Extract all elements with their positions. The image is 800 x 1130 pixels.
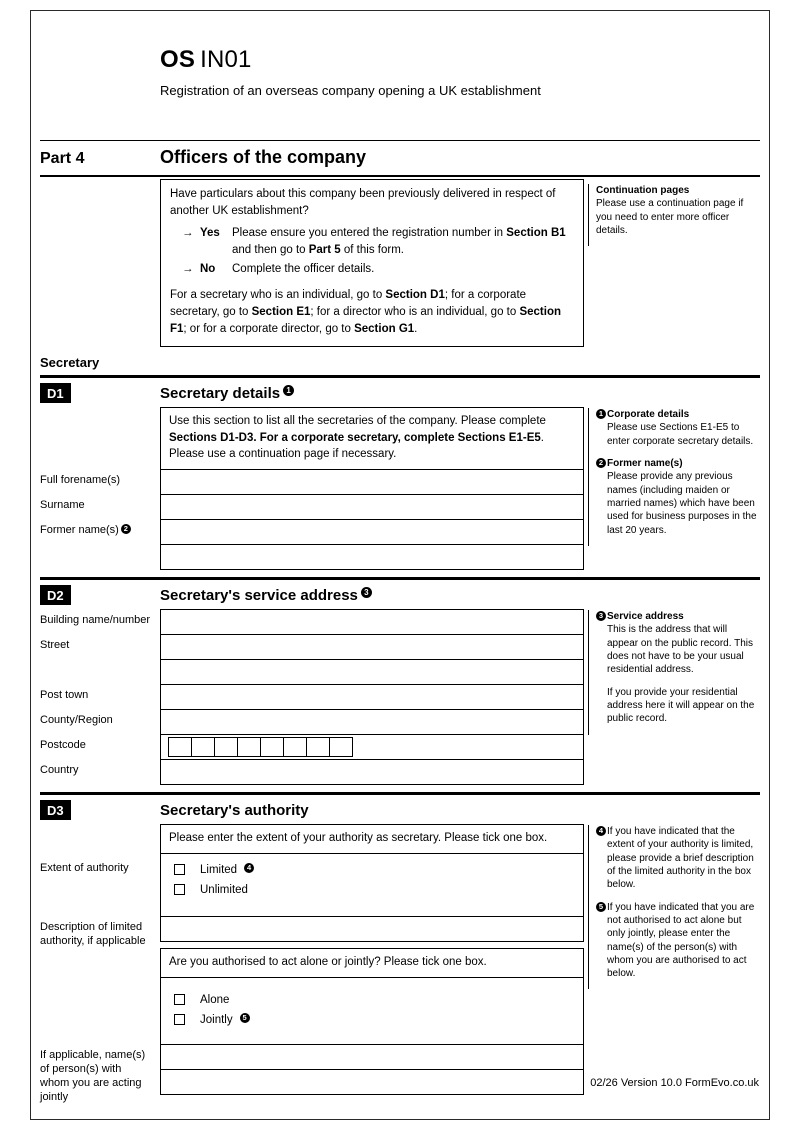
section-d1-title bbox=[160, 385, 294, 402]
service-address-note-text-2: If you provide your residential address here it will appear on the public record. bbox=[607, 686, 755, 725]
country-label: Country bbox=[40, 764, 79, 777]
form-code bbox=[160, 46, 760, 74]
d1-side-notes bbox=[588, 408, 760, 546]
jointly-checkbox[interactable] bbox=[174, 1014, 185, 1025]
building-label: Building name/number bbox=[40, 614, 151, 627]
option-yes-label: Yes bbox=[200, 227, 220, 240]
county-input[interactable] bbox=[160, 709, 584, 735]
part4-title: Officers of the company bbox=[160, 147, 367, 167]
part4-heading-row bbox=[40, 141, 760, 175]
section-d3 bbox=[40, 795, 760, 1104]
continuation-note-title: Continuation pages bbox=[596, 185, 690, 196]
building-input[interactable] bbox=[160, 609, 584, 635]
section-d2 bbox=[40, 580, 760, 784]
intro-box bbox=[160, 179, 584, 347]
intro-question: Have particulars about this company been previously delivered in respect of another UK establishment? bbox=[170, 188, 556, 218]
section-d2-title bbox=[160, 587, 372, 604]
limited-checkbox[interactable] bbox=[174, 864, 185, 875]
extent-instruction: Please enter the extent of your authority as secretary. Please tick one box. bbox=[160, 824, 584, 854]
forename-input[interactable] bbox=[160, 469, 584, 495]
former-names-note-title: Former name(s) bbox=[607, 458, 683, 470]
joint-names-input-2[interactable] bbox=[160, 1069, 584, 1095]
postcode-row bbox=[40, 734, 760, 759]
joint-names-inputs bbox=[160, 1044, 584, 1094]
service-address-note-title: Service address bbox=[607, 611, 684, 623]
section-d1 bbox=[40, 378, 760, 569]
postcode-cell-6[interactable] bbox=[283, 737, 307, 757]
section-d2-tag: D2 bbox=[40, 585, 71, 605]
footer-version-text: 02/26 Version 10.0 FormEvo.co.uk bbox=[590, 1077, 759, 1089]
forename-label: Full forename(s) bbox=[40, 474, 121, 487]
former-name-label-text: Former name(s) bbox=[40, 524, 119, 537]
section-d2-header bbox=[40, 580, 760, 609]
postcode-cell-2[interactable] bbox=[191, 737, 215, 757]
part4-divider bbox=[40, 175, 760, 177]
secretary-heading: Secretary bbox=[40, 355, 100, 371]
note-ref-2-icon: 2 bbox=[121, 524, 131, 534]
section-d3-tag: D3 bbox=[40, 800, 71, 820]
arrow-right-icon: → bbox=[182, 227, 194, 240]
option-no-label: No bbox=[200, 263, 216, 276]
service-address-note-text-1: This is the address that will appear on the public record. This does not have to be your usual residential address. bbox=[607, 624, 754, 676]
limited-authority-note-text: If you have indicated that the extent of your authority is limited, please provide a brief description of the limited authority in the box below. bbox=[607, 826, 754, 891]
alone-checkbox[interactable] bbox=[174, 994, 185, 1005]
d3-side-notes bbox=[588, 825, 760, 989]
limited-authority-description-input[interactable] bbox=[160, 916, 584, 942]
section-d3-header bbox=[40, 795, 760, 824]
limited-description-label: Description of limited authority, if applicable bbox=[40, 920, 146, 947]
note-ref-1-icon: 1 bbox=[283, 385, 294, 396]
limited-label: Limited bbox=[200, 863, 238, 876]
unlimited-label: Unlimited bbox=[200, 883, 248, 896]
street-label: Street bbox=[40, 639, 70, 652]
form-subtitle: Registration of an overseas company opening a UK establishment bbox=[160, 83, 541, 98]
intro-section bbox=[40, 179, 760, 347]
continuation-pages-note bbox=[588, 184, 760, 246]
joint-instruction: Are you authorised to act alone or jointly? Please tick one box. bbox=[160, 948, 584, 978]
postcode-cell-1[interactable] bbox=[168, 737, 192, 757]
postcode-boxes bbox=[160, 734, 584, 760]
section-d1-title-text: Secretary details bbox=[160, 384, 281, 402]
extent-options bbox=[160, 853, 584, 917]
part4-label: Part 4 bbox=[40, 150, 85, 167]
note-2-icon: 2 bbox=[596, 458, 606, 468]
joint-names-row bbox=[40, 1044, 760, 1104]
arrow-right-icon: → bbox=[182, 263, 194, 276]
corporate-details-note bbox=[596, 408, 760, 448]
note-ref-4-icon: 4 bbox=[244, 863, 254, 873]
d2-side-notes bbox=[588, 610, 760, 734]
postcode-cell-8[interactable] bbox=[329, 737, 353, 757]
former-name-input-2[interactable] bbox=[160, 544, 584, 570]
limited-option bbox=[174, 864, 583, 876]
unlimited-option bbox=[174, 884, 583, 896]
form-page bbox=[30, 10, 770, 1120]
jointly-note-text: If you have indicated that you are not authorised to act alone but only jointly, please enter the name(s) of the person(s) with whom you are authorised to act below. bbox=[607, 901, 755, 980]
note-3-icon: 3 bbox=[596, 611, 606, 621]
postcode-cell-4[interactable] bbox=[237, 737, 261, 757]
limited-authority-note bbox=[596, 825, 760, 891]
postcode-cell-5[interactable] bbox=[260, 737, 284, 757]
alone-option bbox=[174, 994, 583, 1006]
section-d3-title-text: Secretary's authority bbox=[160, 801, 309, 819]
jointly-option bbox=[174, 1014, 583, 1026]
section-d2-title-text: Secretary's service address bbox=[160, 586, 358, 604]
alone-label: Alone bbox=[200, 993, 230, 1006]
form-code-series: OS bbox=[160, 46, 196, 73]
postcode-label: Postcode bbox=[40, 739, 86, 752]
former-names-note bbox=[596, 457, 760, 537]
postcode-cell-7[interactable] bbox=[306, 737, 330, 757]
surname-label: Surname bbox=[40, 499, 85, 512]
continuation-note-text: Please use a continuation page if you need to enter more officer details. bbox=[596, 198, 744, 236]
former-names-note-text: Please provide any previous names (including maiden or married names) which have been used for business purposes in the last 20 years. bbox=[607, 471, 757, 536]
joint-options bbox=[160, 977, 584, 1045]
surname-input[interactable] bbox=[160, 494, 584, 520]
country-input[interactable] bbox=[160, 759, 584, 785]
note-4-icon: 4 bbox=[596, 826, 606, 836]
corporate-details-note-title: Corporate details bbox=[607, 409, 690, 421]
form-header bbox=[40, 20, 760, 140]
country-row bbox=[40, 759, 760, 784]
county-label: County/Region bbox=[40, 714, 113, 727]
former-name-label bbox=[40, 519, 160, 537]
note-ref-5-icon: 5 bbox=[240, 1013, 250, 1023]
d1-description: Use this section to list all the secretaries of the company. Please complete Sections D1-D3. For a corporate secretary, complete Sections E1-E5. Please use a continuation page if necessary. bbox=[160, 407, 584, 470]
option-no-text: Complete the officer details. bbox=[232, 263, 375, 276]
jointly-label: Jointly bbox=[200, 1013, 233, 1026]
postcode-cell-3[interactable] bbox=[214, 737, 238, 757]
former-name-row-2 bbox=[40, 544, 760, 569]
street-input-2[interactable] bbox=[160, 659, 584, 685]
note-1-icon: 1 bbox=[596, 409, 606, 419]
option-no-row bbox=[182, 261, 574, 278]
street-input-1[interactable] bbox=[160, 634, 584, 660]
corporate-details-note-text: Please use Sections E1-E5 to enter corporate secretary details. bbox=[607, 422, 754, 447]
section-d3-title bbox=[160, 802, 309, 819]
option-yes-text: Please ensure you entered the registration number in Section B1 and then go to Part 5 of this form. bbox=[232, 227, 566, 257]
service-address-note bbox=[596, 610, 760, 725]
joint-names-input-1[interactable] bbox=[160, 1044, 584, 1070]
joint-names-label: If applicable, name(s) of person(s) with whom you are acting jointly bbox=[40, 1048, 146, 1103]
note-ref-3-icon: 3 bbox=[361, 587, 372, 598]
section-d1-tag: D1 bbox=[40, 383, 71, 403]
post-town-input[interactable] bbox=[160, 684, 584, 710]
unlimited-checkbox[interactable] bbox=[174, 884, 185, 895]
note-5-icon: 5 bbox=[596, 902, 606, 912]
jointly-note bbox=[596, 901, 760, 981]
form-code-number: IN01 bbox=[200, 46, 252, 73]
post-town-label: Post town bbox=[40, 689, 89, 702]
routing-text: For a secretary who is an individual, go to Section D1; for a corporate secretary, go to Section E1; for a director who is an individual, go to Section F1; or for a corporate director, go to Section G1. bbox=[170, 289, 561, 336]
former-name-input-1[interactable] bbox=[160, 519, 584, 545]
section-d1-header bbox=[40, 378, 760, 407]
extent-label: Extent of authority bbox=[40, 861, 129, 874]
option-yes-row bbox=[182, 225, 574, 259]
